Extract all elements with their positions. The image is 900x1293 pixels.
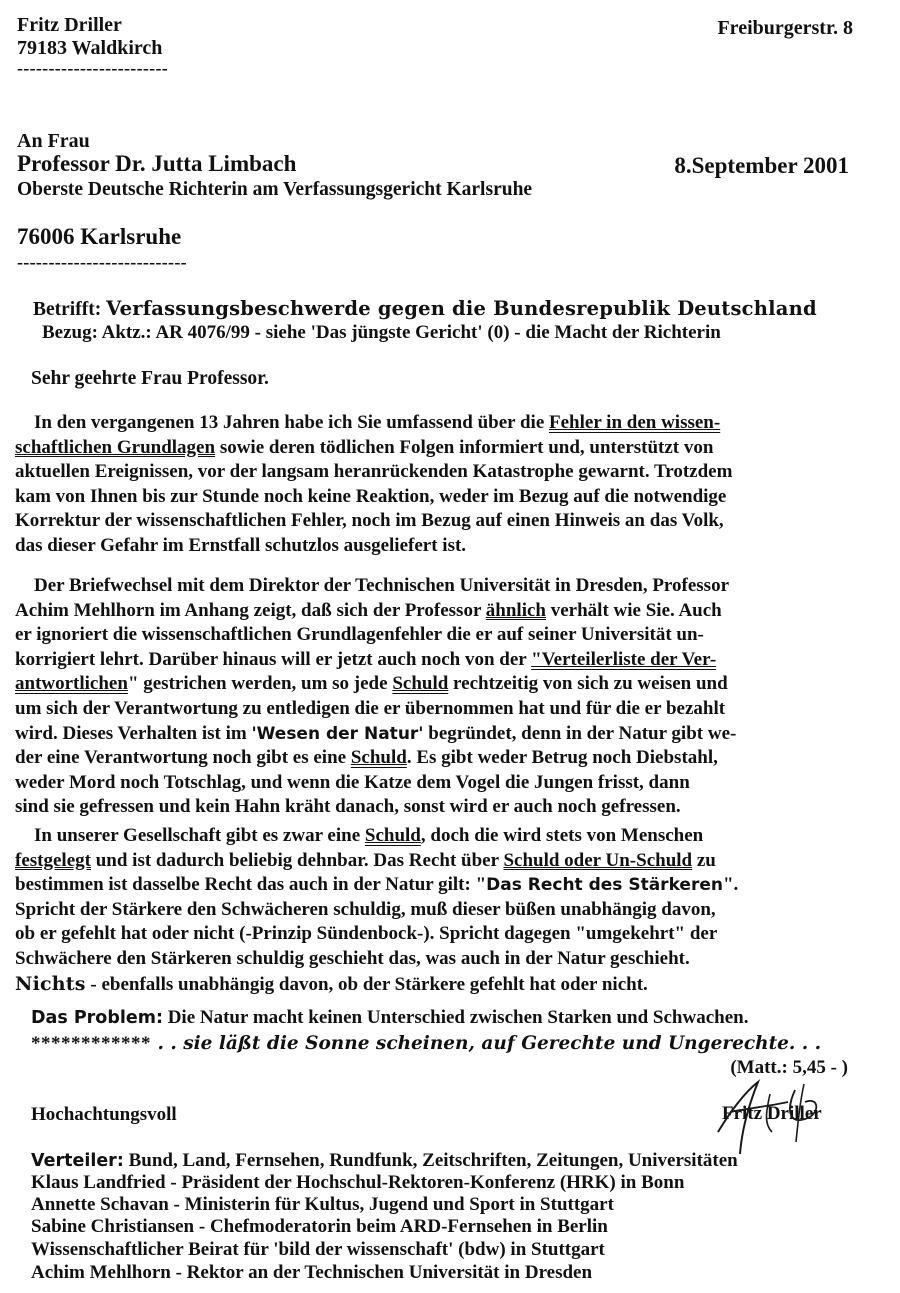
recipient-city: 76006 Karlsruhe xyxy=(17,224,182,249)
p2-line: sind sie gefressen und kein Hahn kräht danach, sonst wird er auch noch gefressen. xyxy=(15,796,681,818)
p3-line xyxy=(15,849,850,874)
p1-underlined: Fehler in den wissen- xyxy=(549,412,721,433)
p2-text: begründet, denn in der Natur gibt we- xyxy=(423,722,737,744)
paragraph-3 xyxy=(15,824,850,997)
handwritten-signature xyxy=(700,1072,850,1162)
p3-underlined: Schuld xyxy=(364,825,421,846)
p2-underlined: Schuld xyxy=(392,673,449,695)
distribution-item: Annette Schavan - Ministerin für Kultus, Jugend und Sport in Stuttgart xyxy=(31,1194,614,1215)
p3-text: bestimmen ist dasselbe Recht das auch in der Natur gilt: " xyxy=(15,874,487,896)
quote-line xyxy=(31,1033,821,1055)
distribution-first-line xyxy=(31,1150,738,1172)
subject-text: Verfassungsbeschwerde gegen die Bundesrepublik Deutschland xyxy=(106,297,817,320)
p2-text: rechtzeitig von sich zu weisen und xyxy=(448,673,728,695)
p2-text: . Es gibt weder Betrug noch Diebstahl, xyxy=(406,747,718,769)
distribution-label: Verteiler: xyxy=(31,1151,124,1171)
p2-text: verhält wie Sie. Auch xyxy=(546,599,722,621)
p2-line: um sich der Verantwortung zu entledigen die er übernommen hat und für die er bezahlt xyxy=(15,697,726,719)
p2-line xyxy=(15,648,850,673)
quote-source: (Matt.: 5,45 - ) xyxy=(730,1057,848,1078)
p2-line xyxy=(15,672,850,697)
problem-line xyxy=(31,1007,748,1029)
subject-label: Betrifft: xyxy=(33,299,102,320)
sender-street: Freiburgerstr. 8 xyxy=(717,17,853,39)
p1-line xyxy=(15,436,850,461)
p3-underlined: festgelegt xyxy=(15,849,91,871)
p3-line xyxy=(15,873,850,898)
p2-line: er ignoriert die wissenschaftlichen Grundlagenfehler die er auf seiner Universität un- xyxy=(15,624,704,646)
p3-text: In unserer Gesellschaft gibt es zwar eine xyxy=(34,825,365,846)
p1-text: sowie deren tödlichen Folgen informiert und, unterstützt von xyxy=(215,436,714,458)
subject-reference: Bezug: Aktz.: AR 4076/99 - siehe 'Das jüngste Gericht' (0) - die Macht der Richterin xyxy=(42,322,721,343)
bible-quote: . . sie läßt die Sonne scheinen, auf Gerechte und Ungerechte. . . xyxy=(151,1033,822,1054)
p2-line: Der Briefwechsel mit dem Direktor der Technischen Universität in Dresden, Professor xyxy=(34,575,730,596)
closing: Hochachtungsvoll xyxy=(31,1104,177,1125)
recipient-salutation: An Frau xyxy=(17,130,90,152)
p2-text: Achim Mehlhorn im Anhang zeigt, daß sich der Professor xyxy=(15,599,486,621)
p3-line xyxy=(15,824,850,849)
sender-city: 79183 Waldkirch xyxy=(17,37,163,59)
p2-text: korrigiert lehrt. Darüber hinaus will er jetzt auch noch von der xyxy=(15,648,532,670)
p3-line xyxy=(15,972,850,998)
recipient-name: Professor Dr. Jutta Limbach xyxy=(17,151,297,176)
p1-line: das dieser Gefahr im Ernstfall schutzlos ausgeliefert ist. xyxy=(15,534,467,556)
p3-line: Schwächere den Stärkeren schuldig geschieht das, was auch in der Natur geschieht. xyxy=(15,947,690,969)
problem-text: Die Natur macht keinen Unterschied zwischen Starken und Schwachen. xyxy=(162,1007,749,1028)
p2-underlined: "Verteilerliste der Ver- xyxy=(531,648,717,670)
p1-underlined: schaftlichen Grundlagen xyxy=(15,436,216,458)
distribution-text: Bund, Land, Fernsehen, Rundfunk, Zeitschriften, Zeitungen, Universitäten xyxy=(123,1150,738,1171)
recipient-rule: --------------------------- xyxy=(17,252,187,272)
p3-text: und ist dadurch beliebig dehnbar. Das Recht über xyxy=(90,849,504,871)
p1-line: kam von Ihnen bis zur Stunde noch keine Reaktion, weder im Bezug auf die notwendige xyxy=(15,485,727,507)
p2-underlined: ähnlich xyxy=(485,599,546,621)
p1-line: aktuellen Ereignissen, vor der langsam heranrückenden Katastrophe gewarnt. Trotzdem xyxy=(15,461,733,483)
letter-date: 8.September 2001 xyxy=(674,153,849,178)
distribution-item: Achim Mehlhorn - Rektor an der Technischen Universität in Dresden xyxy=(31,1262,593,1283)
p2-text: der eine Verantwortung noch gibt es eine xyxy=(15,747,351,769)
p3-emphasis: Nichts xyxy=(15,972,86,995)
problem-label: Das Problem: xyxy=(31,1008,163,1028)
quote-stars: ************ xyxy=(31,1033,151,1054)
p3-text: ". xyxy=(722,874,739,896)
p3-text: , doch die wird stets von Menschen xyxy=(420,825,704,846)
p1-line xyxy=(15,411,850,436)
p2-emphasis: 'Wesen der Natur' xyxy=(251,723,424,744)
subject-line xyxy=(33,297,817,321)
p3-text: zu xyxy=(692,849,716,871)
signature-name: Fritz Driller xyxy=(722,1103,822,1124)
distribution-item: Klaus Landfried - Präsident der Hochschul-Rektoren-Konferenz (HRK) in Bonn xyxy=(31,1172,685,1193)
p2-line: weder Mord noch Totschlag, und wenn die Katze dem Vogel die Jungen frisst, dann xyxy=(15,771,690,793)
distribution-item: Wissenschaftlicher Beirat für 'bild der wissenschaft' (bdw) in Stuttgart xyxy=(31,1239,605,1260)
p3-emphasis: Das Recht des Stärkeren xyxy=(486,875,723,896)
p3-underlined: Schuld oder Un-Schuld xyxy=(503,849,693,871)
p3-line: Spricht der Stärkere den Schwächeren schuldig, muß dieser büßen unabhängig davon, xyxy=(15,898,716,920)
p3-text: - ebenfalls unabhängig davon, ob der Stärkere gefehlt hat oder nicht. xyxy=(85,973,648,995)
p2-underlined: Schuld xyxy=(350,747,407,769)
p2-line xyxy=(15,746,850,771)
sender-name: Fritz Driller xyxy=(17,14,122,36)
p2-line xyxy=(15,722,850,747)
paragraph-2 xyxy=(15,574,850,820)
recipient-title: Oberste Deutsche Richterin am Verfassungsgericht Karlsruhe xyxy=(17,179,533,200)
p1-line: Korrektur der wissenschaftlichen Fehler, noch im Bezug auf einen Hinweis an das Volk, xyxy=(15,510,724,532)
greeting: Sehr geehrte Frau Professor. xyxy=(31,368,269,389)
p2-line xyxy=(15,599,850,624)
distribution-item: Sabine Christiansen - Chefmoderatorin beim ARD-Fernsehen in Berlin xyxy=(31,1216,608,1237)
p3-line: ob er gefehlt hat oder nicht (-Prinzip Sündenbock-). Spricht dagegen "umgekehrt" der xyxy=(15,923,718,945)
p1-text: In den vergangenen 13 Jahren habe ich Sie umfassend über die xyxy=(34,412,550,433)
sender-rule: ------------------------ xyxy=(17,58,169,78)
p2-underlined: antwortlichen xyxy=(15,673,128,695)
p2-text: wird. Dieses Verhalten ist im xyxy=(15,722,252,744)
paragraph-1 xyxy=(15,411,850,559)
p2-text: " gestrichen werden, um so jede xyxy=(127,673,393,695)
